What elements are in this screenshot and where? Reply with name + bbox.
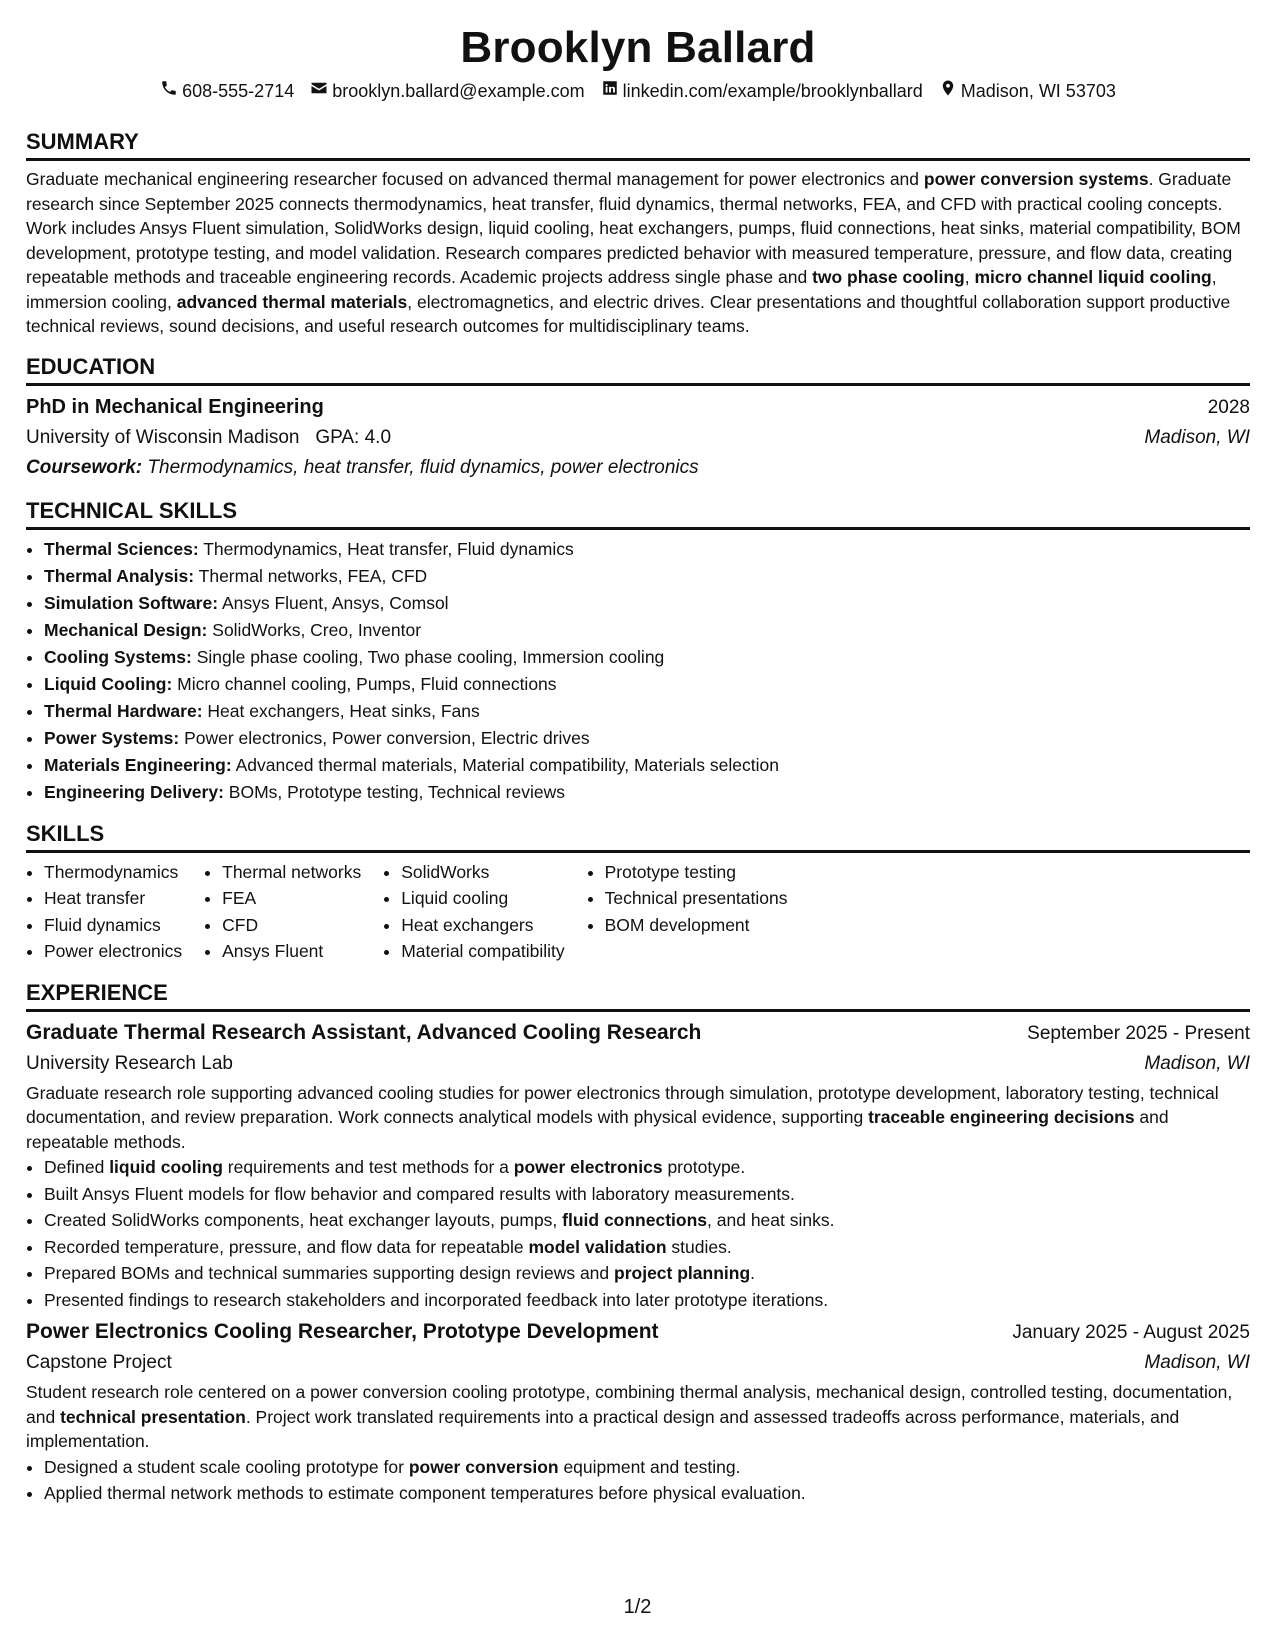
contact-location bbox=[939, 78, 1116, 104]
contact-phone bbox=[160, 78, 294, 104]
bold-text: power conversion systems bbox=[923, 169, 1149, 189]
envelope-icon bbox=[310, 78, 328, 104]
graduation-year: 2028 bbox=[1207, 396, 1250, 418]
text-run: Presented findings to research stakeholders and incorporated feedback into later prototype iterations. bbox=[44, 1289, 829, 1310]
skill-label: Simulation Software: bbox=[44, 592, 219, 613]
job-summary bbox=[26, 1380, 1250, 1454]
skill-value: SolidWorks, Creo, Inventor bbox=[212, 619, 422, 640]
list-item: • Thermodynamics bbox=[44, 859, 182, 886]
job-summary bbox=[26, 1081, 1250, 1155]
section-title-technical-skills: TECHNICAL SKILLS bbox=[26, 497, 1250, 530]
text-run: Built Ansys Fluent models for flow behavior and compared results with laboratory measurements. bbox=[44, 1183, 795, 1204]
bold-text: fluid connections bbox=[562, 1210, 708, 1230]
job-title: Power Electronics Cooling Researcher, Prototype Development bbox=[26, 1320, 659, 1343]
skill-label: Materials Engineering: bbox=[44, 754, 232, 775]
bold-text: power electronics bbox=[513, 1157, 663, 1177]
text-run: Applied thermal network methods to estimate component temperatures before physical evaluation. bbox=[44, 1483, 806, 1503]
coursework-label: Coursework: bbox=[26, 456, 143, 478]
coursework-list: Thermodynamics, heat transfer, fluid dynamics, power electronics bbox=[147, 456, 699, 478]
bold-text: power conversion bbox=[408, 1456, 559, 1477]
skill-label: Engineering Delivery: bbox=[44, 781, 224, 802]
list-item bbox=[44, 563, 1250, 590]
job-header bbox=[26, 1018, 1250, 1049]
list-item bbox=[44, 1181, 1250, 1208]
job-bullets bbox=[26, 1154, 1250, 1313]
skill-label: Thermal Hardware: bbox=[44, 700, 203, 721]
text-run: Defined bbox=[44, 1157, 110, 1177]
job-organization: Capstone Project bbox=[26, 1352, 172, 1373]
skill-value: Single phase cooling, Two phase cooling, Immersion cooling bbox=[196, 646, 665, 667]
degree: PhD in Mechanical Engineering bbox=[26, 395, 324, 418]
job-dates: September 2025 - Present bbox=[1027, 1022, 1250, 1044]
gpa: GPA: 4.0 bbox=[315, 426, 392, 448]
skill-value: Heat exchangers, Heat sinks, Fans bbox=[207, 700, 480, 721]
skill-value: Power electronics, Power conversion, Electric drives bbox=[184, 727, 590, 748]
bold-text: project planning bbox=[614, 1263, 751, 1283]
text-run: prototype. bbox=[662, 1157, 746, 1177]
text-run: Designed a student scale cooling prototype for bbox=[44, 1456, 409, 1477]
technical-skills-list bbox=[26, 536, 1250, 806]
skill-label: Thermal Analysis: bbox=[44, 565, 195, 586]
section-title-education: EDUCATION bbox=[26, 353, 1250, 386]
job-entry-1 bbox=[26, 1018, 1250, 1314]
text-run: . bbox=[750, 1263, 756, 1283]
bold-text: liquid cooling bbox=[109, 1157, 223, 1177]
skill-value: Advanced thermal materials, Material compatibility, Materials selection bbox=[235, 754, 779, 775]
list-item bbox=[44, 1260, 1250, 1287]
list-item: • CFD bbox=[222, 912, 361, 939]
skill-value: Thermodynamics, Heat transfer, Fluid dynamics bbox=[203, 538, 574, 559]
contact-linkedin[interactable] bbox=[601, 78, 923, 104]
education-section bbox=[26, 353, 1250, 483]
email-link[interactable]: brooklyn.ballard@example.com bbox=[332, 81, 585, 101]
list-item: • Power electronics bbox=[44, 938, 182, 965]
skills-column-1 bbox=[26, 859, 182, 965]
text-run: . Graduate research since September 2025 connects thermodynamics, heat transfer, fluid dynamics, thermal networks, FEA, and CFD with practical cooling concepts. Work includes Ansys Fluent simulation, SolidWorks design, liquid cooling, heat exchangers, pumps, fluid connections, heat sinks, material compatibility, BOM development, prototype testing, and model validation. Research compares predicted behavior with measured temperature, pressure, and flow data, creating repeatable methods and traceable engineering records. Academic projects address single phase and bbox=[26, 169, 1241, 287]
job-title: Graduate Thermal Research Assistant, Advanced Cooling Research bbox=[26, 1020, 702, 1044]
list-item bbox=[44, 617, 1250, 644]
candidate-name: Brooklyn Ballard bbox=[460, 23, 816, 72]
list-item: • Prototype testing bbox=[605, 859, 788, 886]
list-item bbox=[44, 1287, 1250, 1314]
bold-text: model validation bbox=[528, 1236, 667, 1257]
text-run: , immersion cooling, bbox=[26, 267, 1217, 312]
summary-section bbox=[26, 128, 1250, 339]
list-item bbox=[44, 1207, 1250, 1234]
education-row-1 bbox=[26, 392, 1250, 423]
text-run: Graduate mechanical engineering researcher focused on advanced thermal management for power electronics and bbox=[26, 169, 924, 189]
list-item: • SolidWorks bbox=[401, 859, 564, 886]
skill-label: Mechanical Design: bbox=[44, 619, 208, 640]
text-run: , and heat sinks. bbox=[707, 1210, 835, 1230]
skills-section bbox=[26, 820, 1250, 965]
text-run: equipment and testing. bbox=[558, 1456, 741, 1477]
coursework bbox=[26, 453, 1250, 483]
page-number: 1/2 bbox=[623, 1596, 652, 1618]
list-item: • Heat exchangers bbox=[401, 912, 564, 939]
job-subheader bbox=[26, 1348, 1250, 1378]
job-bullets bbox=[26, 1454, 1250, 1507]
text-run: Graduate research role supporting advanced cooling studies for power electronics through simulation, prototype development, laboratory testing, technical documentation, and review preparation. Work connects analytical models with physical evidence, supporting bbox=[26, 1082, 1219, 1127]
linkedin-link[interactable]: linkedin.com/example/brooklynballard bbox=[622, 81, 923, 101]
list-item: • Liquid cooling bbox=[401, 885, 564, 912]
skill-label: Power Systems: bbox=[44, 727, 180, 748]
list-item bbox=[44, 1454, 1250, 1481]
list-item: • Ansys Fluent bbox=[222, 938, 361, 965]
list-item bbox=[44, 698, 1250, 725]
list-item bbox=[44, 752, 1250, 779]
section-title-summary: SUMMARY bbox=[26, 128, 1250, 161]
list-item bbox=[44, 590, 1250, 617]
skill-label: Cooling Systems: bbox=[44, 646, 192, 667]
skill-value: Thermal networks, FEA, CFD bbox=[198, 565, 428, 586]
experience-section bbox=[26, 979, 1250, 1507]
contact-bar bbox=[26, 78, 1250, 104]
list-item bbox=[44, 725, 1250, 752]
text-run: Prepared BOMs and technical summaries supporting design reviews and bbox=[44, 1263, 615, 1283]
text-run: studies. bbox=[666, 1236, 732, 1257]
list-item: • Heat transfer bbox=[44, 885, 182, 912]
skill-label: Thermal Sciences: bbox=[44, 538, 199, 559]
list-item bbox=[44, 1480, 1250, 1507]
list-item bbox=[44, 1234, 1250, 1261]
contact-email[interactable] bbox=[310, 78, 584, 104]
summary-text bbox=[26, 167, 1250, 339]
text-run: , electromagnetics, and electric drives. Clear presentations and thoughtful collaboration support productive technical reviews, sound decisions, and useful research outcomes for multidisciplinary teams. bbox=[26, 291, 1231, 336]
skills-column-2 bbox=[204, 859, 361, 965]
bold-text: advanced thermal materials bbox=[176, 291, 408, 312]
list-item: • Material compatibility bbox=[401, 938, 564, 965]
bold-text: technical presentation bbox=[60, 1406, 246, 1427]
school-name: University of Wisconsin Madison bbox=[26, 426, 300, 448]
job-location: Madison, WI bbox=[1144, 1052, 1250, 1074]
list-item bbox=[44, 671, 1250, 698]
list-item: • Thermal networks bbox=[222, 859, 361, 886]
job-organization: University Research Lab bbox=[26, 1052, 233, 1074]
education-row-2 bbox=[26, 423, 1250, 453]
text-run: . Project work translated requirements into a practical design and assessed tradeoffs across performance, materials, and implementation. bbox=[26, 1406, 1180, 1451]
bold-text: two phase cooling bbox=[812, 267, 965, 287]
bold-text: micro channel liquid cooling bbox=[974, 267, 1212, 287]
skill-label: Liquid Cooling: bbox=[44, 673, 173, 694]
bold-text: traceable engineering decisions bbox=[868, 1107, 1135, 1127]
skill-value: Ansys Fluent, Ansys, Comsol bbox=[221, 592, 449, 613]
skill-value: Micro channel cooling, Pumps, Fluid connections bbox=[177, 673, 557, 694]
list-item: • FEA bbox=[222, 885, 361, 912]
text-run: Student research role centered on a power conversion cooling prototype, combining thermal analysis, mechanical design, controlled testing, documentation, and bbox=[26, 1382, 1233, 1427]
school-line bbox=[26, 423, 391, 453]
job-header bbox=[26, 1317, 1250, 1348]
list-item bbox=[44, 1154, 1250, 1181]
school-location: Madison, WI bbox=[1144, 426, 1250, 448]
list-item: • Fluid dynamics bbox=[44, 912, 182, 939]
job-location: Madison, WI bbox=[1144, 1352, 1250, 1373]
location-pin-icon bbox=[939, 78, 957, 104]
job-dates: January 2025 - August 2025 bbox=[1012, 1322, 1250, 1343]
text-run: , bbox=[964, 267, 975, 287]
job-entry-2 bbox=[26, 1317, 1250, 1507]
resume-page bbox=[26, 22, 1250, 1642]
text-run: requirements and test methods for a bbox=[222, 1157, 514, 1177]
linkedin-icon bbox=[601, 78, 619, 104]
skill-value: BOMs, Prototype testing, Technical reviews bbox=[228, 781, 566, 802]
text-run: Recorded temperature, pressure, and flow data for repeatable bbox=[44, 1236, 529, 1257]
list-item bbox=[44, 644, 1250, 671]
text-run: Created SolidWorks components, heat exchanger layouts, pumps, bbox=[44, 1210, 563, 1230]
skills-columns bbox=[26, 859, 1250, 965]
phone-text: 608-555-2714 bbox=[182, 81, 295, 101]
list-item bbox=[44, 536, 1250, 563]
job-subheader bbox=[26, 1049, 1250, 1079]
text-run: and repeatable methods. bbox=[26, 1107, 1169, 1152]
list-item: • BOM development bbox=[605, 912, 788, 939]
phone-icon bbox=[160, 78, 178, 104]
list-item: • Technical presentations bbox=[605, 885, 788, 912]
section-title-experience: EXPERIENCE bbox=[26, 979, 1250, 1012]
skills-column-4 bbox=[587, 859, 788, 965]
list-item bbox=[44, 779, 1250, 806]
skills-column-3 bbox=[383, 859, 564, 965]
section-title-skills: SKILLS bbox=[26, 820, 1250, 853]
technical-skills-section bbox=[26, 497, 1250, 806]
location-text: Madison, WI 53703 bbox=[960, 81, 1116, 101]
